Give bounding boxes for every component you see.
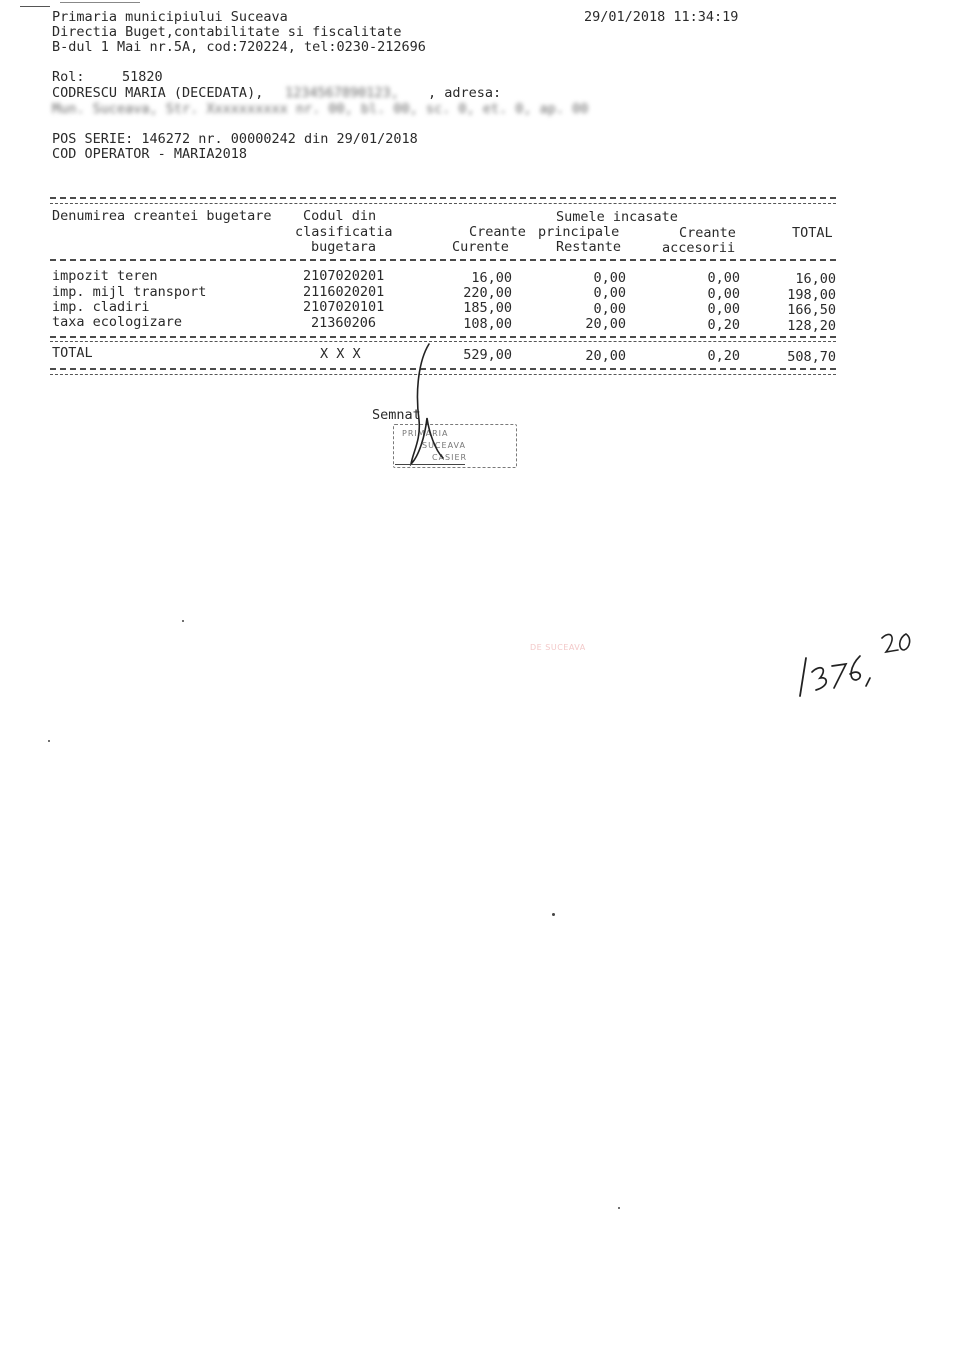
- row-acc: 0,00: [707, 301, 740, 317]
- row-code: 2116020201: [303, 284, 385, 300]
- totals-label: TOTAL: [52, 345, 93, 361]
- row-arrears: 0,00: [593, 270, 626, 286]
- table-top-rule-2: [50, 203, 836, 204]
- header-arrears: Restante: [556, 239, 622, 255]
- header-acc-l1: Creante: [679, 225, 736, 241]
- header-principal: principale: [538, 224, 620, 240]
- scan-artifact: [48, 740, 50, 742]
- row-code: 21360206: [311, 315, 377, 331]
- header-acc-l2: accesorii: [662, 240, 736, 256]
- row-code: 2107020101: [303, 299, 385, 315]
- scan-artifact: [20, 6, 50, 7]
- signature-label: Semnat: [372, 407, 421, 423]
- header-sums: Sumele incasate: [556, 209, 678, 225]
- handwritten-signature-icon: [395, 340, 475, 480]
- rol-value: 51820: [122, 69, 163, 85]
- institution-name: Primaria municipiului Suceava: [52, 9, 288, 25]
- row-name: imp. mijl transport: [52, 284, 207, 300]
- address-label: , adresa:: [428, 85, 502, 101]
- row-acc: 0,20: [707, 317, 740, 333]
- row-total: 128,20: [787, 318, 836, 334]
- totals-code: X X X: [320, 346, 361, 362]
- row-current: 16,00: [471, 270, 512, 286]
- rows-bottom-rule: [50, 336, 836, 338]
- row-current: 185,00: [463, 300, 512, 316]
- table-top-rule: [50, 197, 836, 199]
- scan-artifact: [60, 2, 140, 3]
- stamp-line-2: SUCEAVA: [422, 441, 466, 450]
- totals-arrears: 20,00: [585, 348, 626, 364]
- header-code-l1: Codul din: [303, 208, 377, 224]
- taxpayer-name: CODRESCU MARIA (DECEDATA),: [52, 85, 264, 101]
- pos-series-line: POS SERIE: 146272 nr. 00000242 din 29/01/2018: [52, 131, 418, 147]
- header-creante: Creante: [469, 224, 526, 240]
- row-name: imp. cladiri: [52, 299, 150, 315]
- row-total: 198,00: [787, 287, 836, 303]
- watermark-text: DE SUCEAVA: [530, 643, 586, 652]
- taxpayer-id-redacted: 1234567890123,: [285, 85, 399, 101]
- signature-underline: [395, 464, 465, 465]
- header-code-l2: clasificatia: [295, 224, 393, 240]
- totals-acc: 0,20: [707, 348, 740, 364]
- scan-artifact: [552, 913, 555, 916]
- row-current: 108,00: [463, 316, 512, 332]
- header-name: Denumirea creantei bugetare: [52, 208, 272, 224]
- row-current: 220,00: [463, 285, 512, 301]
- handwritten-amount-icon: [790, 620, 920, 705]
- row-arrears: 0,00: [593, 285, 626, 301]
- row-arrears: 20,00: [585, 316, 626, 332]
- row-arrears: 0,00: [593, 301, 626, 317]
- scan-artifact: [182, 620, 184, 622]
- row-total: 16,00: [795, 271, 836, 287]
- header-total: TOTAL: [792, 225, 833, 241]
- stamp-line-3: CASIER: [432, 453, 468, 462]
- operator-code: COD OPERATOR - MARIA2018: [52, 146, 248, 162]
- header-bottom-rule: [50, 259, 836, 261]
- row-code: 2107020201: [303, 268, 385, 284]
- scan-artifact: [618, 1207, 620, 1209]
- header-current: Curente: [452, 239, 509, 255]
- rol-label: Rol:: [52, 69, 85, 85]
- row-name: taxa ecologizare: [52, 314, 183, 330]
- row-acc: 0,00: [707, 286, 740, 302]
- row-name: impozit teren: [52, 268, 158, 284]
- totals-total: 508,70: [787, 349, 836, 365]
- row-acc: 0,00: [707, 270, 740, 286]
- stamp-line-1: PRIMARIA: [402, 429, 449, 438]
- totals-current: 529,00: [463, 347, 512, 363]
- header-code-l3: bugetara: [311, 239, 377, 255]
- department-name: Directia Buget,contabilitate si fiscalitate: [52, 24, 402, 40]
- row-total: 166,50: [787, 302, 836, 318]
- receipt-datetime: 29/01/2018 11:34:19: [584, 9, 739, 25]
- taxpayer-address-redacted: Mun. Suceava, Str. Xxxxxxxxxx nr. 00, bl. 00, sc. 0, et. 0, ap. 00: [52, 101, 589, 117]
- institution-address: B-dul 1 Mai nr.5A, cod:720224, tel:0230-212696: [52, 39, 426, 55]
